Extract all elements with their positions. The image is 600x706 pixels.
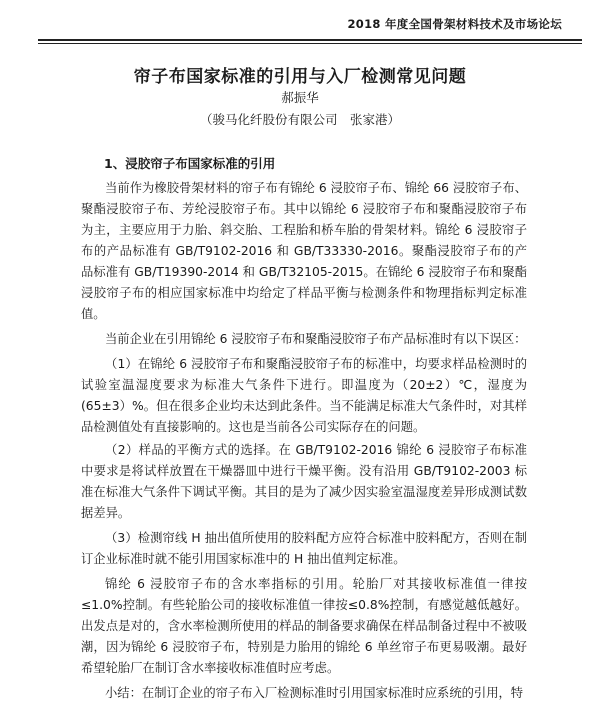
paragraph-item-1: （1）在锦纶 6 浸胶帘子布和聚酯浸胶帘子布的标准中，均要求样品检测时的试验室温湿度要求为标准大气条件下进行。即温度为（20±2）℃，湿度为(65±3）%。但在很多企业均未达到此条件。当不能满足标准大气条件时，对其样品检测值处有直接影响的。这也是当前各公司实际存在的问题。 <box>81 357 527 434</box>
paragraph-item-3: （3）检测帘线 H 抽出值所使用的胶料配方应符合标准中胶料配方，否则在制订企业标准时就不能引用国家标准中的 H 抽出值判定标准。 <box>81 531 527 566</box>
paragraph-moisture: 锦纶 6 浸胶帘子布的含水率指标的引用。轮胎厂对其接收标准值一律按≤1.0%控制。有些轮胎公司的接收标准值一律按≤0.8%控制，有感觉越低越好。出发点是对的，含水率检测所使用的样品的制备要求确保在样品制备过程中不被吸潮，因为锦纶 6 浸胶帘子布，特别是力胎用的锦纶 6 单丝帘子布更易吸潮。最好希望轮胎厂在制订含水率接收标准值时应考虑。 <box>81 577 527 675</box>
author-name: 郝振华 <box>281 90 319 105</box>
article-title: 帘子布国家标准的引用与入厂检测常见问题 <box>133 67 467 87</box>
conference-header-title: 2018 年度全国骨架材料技术及市场论坛 <box>347 17 562 31</box>
article-body <box>81 178 527 706</box>
author-affiliation: （骏马化纤股份有限公司 张家港） <box>199 112 400 127</box>
paragraph-intro: 当前作为橡胶骨架材料的帘子布有锦纶 6 浸胶帘子布、锦纶 66 浸胶帘子布、聚酯浸胶帘子布、芳纶浸胶帘子布。其中以锦纶 6 浸胶帘子布和聚酯浸胶帘子布为主，主要应用于力胎、斜交胎、工程胎和桥车胎的骨架材料。锦纶 6 浸胶帘子布的产品标准有 GB/T9102-2016 和 GB/T33330-2016。聚酯浸胶帘子布的产品标准有 GB/T19390-2014 和 GB/T32105-2015。在锦纶 6 浸胶帘子布和聚酯浸胶帘子布的相应国家标准中均给定了样品平衡与检测条件和物理指标判定标准值。 <box>81 181 527 321</box>
section-heading: 1、浸胶帘子布国家标准的引用 <box>104 156 276 171</box>
paragraph-misconceptions: 当前企业在引用锦纶 6 浸胶帘子布和聚酯浸胶帘子布产品标准时有以下误区： <box>105 332 527 346</box>
header-rule-thin <box>38 43 582 44</box>
paragraph-item-2: （2）样品的平衡方式的选择。在 GB/T9102-2016 锦纶 6 浸胶帘子布标准中要求是将试样放置在干燥器皿中进行干燥平衡。没有沿用 GB/T9102-2003 标准在标准大气条件下调试平衡。其目的是为了减少因实验室温湿度差异形成测试数据差异。 <box>81 443 527 520</box>
paragraph-summary: 小结：在制订企业的帘子布入厂检测标准时引用国家标准时应系统的引用，特 <box>105 686 524 700</box>
header-rule <box>38 39 582 41</box>
